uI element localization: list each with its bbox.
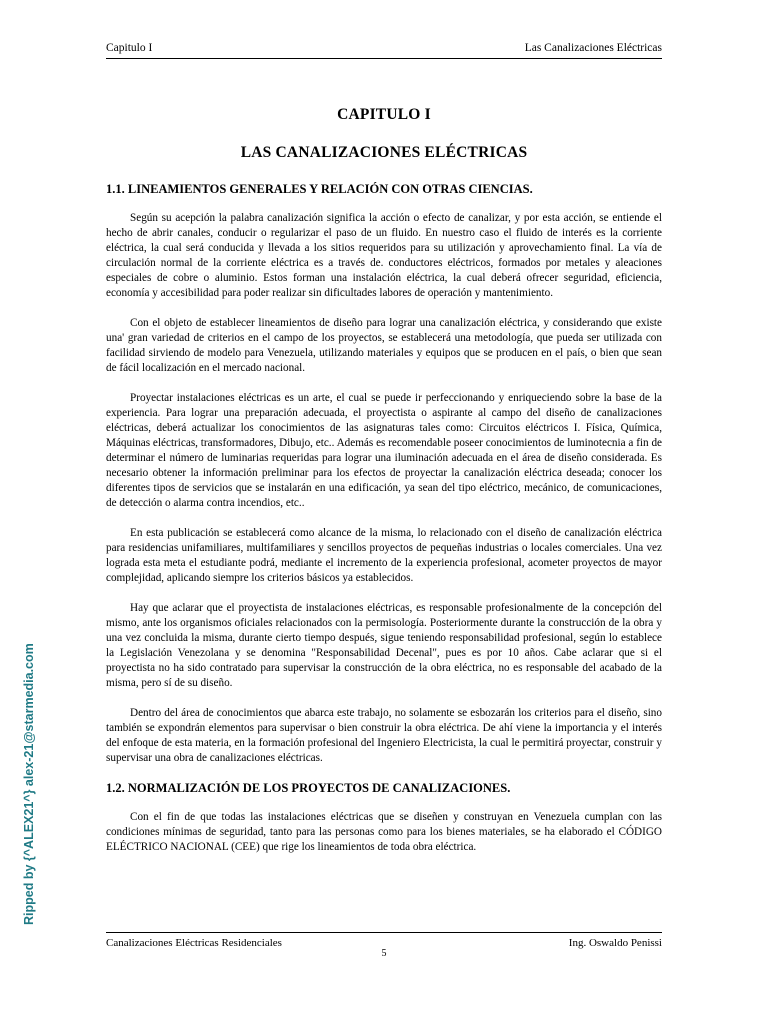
- section-heading: 1.2. NORMALIZACIÓN DE LOS PROYECTOS DE CANALIZACIONES.: [106, 781, 511, 795]
- page-body: [106, 106, 662, 870]
- paragraph: Con el objeto de establecer lineamientos de diseño para lograr una canalización eléctrica, y considerando que existe una' gran variedad de criterios en el campo de los proyectos, se establecerá una metodología, que pueda ser utilizada con facilidad sirviendo de modelo para Venezuela, utilizando materiales y equipos que se producen en el país, o bien que sean de fácil localización en el mercado nacional.: [106, 317, 662, 374]
- paragraph: Con el fin de que todas las instalaciones eléctricas que se diseñen y construyan en Venezuela cumplan con las condiciones mínimas de seguridad, tanto para las personas como para los bienes materiales, se ha elaborado el CÓDIGO ELÉCTRICO NACIONAL (CEE) que rige los lineamientos de toda obra eléctrica.: [106, 811, 662, 853]
- header-chapter: Capitulo I: [106, 42, 153, 54]
- paragraph: Según su acepción la palabra canalización significa la acción o efecto de canalizar, y por esta acción, se entiende el hecho de abrir canales, conducir o regularizar el paso de un fluido. En nuestro caso el fluido de interés es la corriente eléctrica, la cual será conducida y llevada a los sitios requeridos para su utilización y aprovechamiento final. La vía de circulación normal de la corriente eléctrica es a través de. conductores eléctricos, formados por metales y aleaciones especiales de cobre o aluminio. Estos forman una instalación eléctrica, la cual deberá ofrecer seguridad, eficiencia, economía y accesibilidad para poder realizar sin dificultades labores de operación y mantenimiento.: [106, 212, 662, 299]
- section-heading: 1.1. LINEAMIENTOS GENERALES Y RELACIÓN CON OTRAS CIENCIAS.: [106, 182, 533, 196]
- page-number: 5: [381, 948, 387, 959]
- footer-author: Ing. Oswaldo Penissi: [568, 937, 662, 949]
- footer-book-title: Canalizaciones Eléctricas Residenciales: [106, 937, 282, 949]
- paragraph: Dentro del área de conocimientos que abarca este trabajo, no solamente se esbozarán los criterios para el diseño, sino también se expondrán elementos para supervisar o bien construir la obra eléctrica. De ahí viene la importancia y el interés del enfoque de esta materia, en la formación profesional del Ingeniero Electricista, la cual le permitirá proyectar, construir y supervisar una obra de canalizaciones eléctricas.: [106, 707, 662, 764]
- paragraph: Hay que aclarar que el proyectista de instalaciones eléctricas, es responsable profesionalmente de la concepción del mismo, ante los organismos oficiales relacionados con la permisología. Posteriormente durante la construcción de la obra y una vez concluida la misma, durante cierto tiempo después, sigue teniendo responsabilidad profesional, según lo establece la Legislación Venezolana y se denomina "Responsabilidad Decenal", pues es por 10 años. Cabe aclarar que si el proyectista no ha sido contratado para supervisar la construcción de la obra eléctrica, no es responsable del acabado de la misma, pero sí de su diseño.: [106, 602, 662, 689]
- running-footer: [106, 932, 662, 949]
- chapter-title: CAPITULO I: [337, 106, 431, 123]
- running-header: [106, 42, 662, 59]
- paragraph: En esta publicación se establecerá como alcance de la misma, lo relacionado con el diseño de canalización eléctrica para residencias unifamiliares, multifamiliares y sencillos proyectos de pequeñas industrias o locales comerciales. Una vez lograda esta meta el estudiante podrá, mediante el incremento de la experiencia profesional, acometer proyectos de mayor complejidad, aplicando siempre los criterios básicos ya establecidos.: [106, 527, 662, 584]
- ripper-watermark-text: Ripped by {^ALEX21^} alex-21@starmedia.com: [22, 643, 36, 925]
- header-topic: Las Canalizaciones Eléctricas: [524, 42, 662, 54]
- paragraph: Proyectar instalaciones eléctricas es un arte, el cual se puede ir perfeccionando y enriqueciendo sobre la base de la experiencia. Para lograr una preparación adecuada, el proyectista o aspirante al campo del diseño de canalizaciones eléctricas, deberá actualizar los conocimientos de las asignaturas tales como: Circuitos eléctricos I. Física, Química, Máquinas eléctricas, transformadores, Dibujo, etc.. Además es recomendable poseer conocimientos de luminotecnia a fin de determinar el número de luminarias requeridas para lograr una iluminación adecuada en el área de diseño considerada. Es necesario obtener la información preliminar para los efectos de proyectar la canalización eléctrica deseada; conocer los diferentes tipos de servicios que se instalarán en una edificación, ya sean del tipo eléctrico, mecánico, de comunicaciones, de detección o alarma contra incendios, etc..: [106, 392, 662, 509]
- chapter-name: LAS CANALIZACIONES ELÉCTRICAS: [240, 144, 528, 161]
